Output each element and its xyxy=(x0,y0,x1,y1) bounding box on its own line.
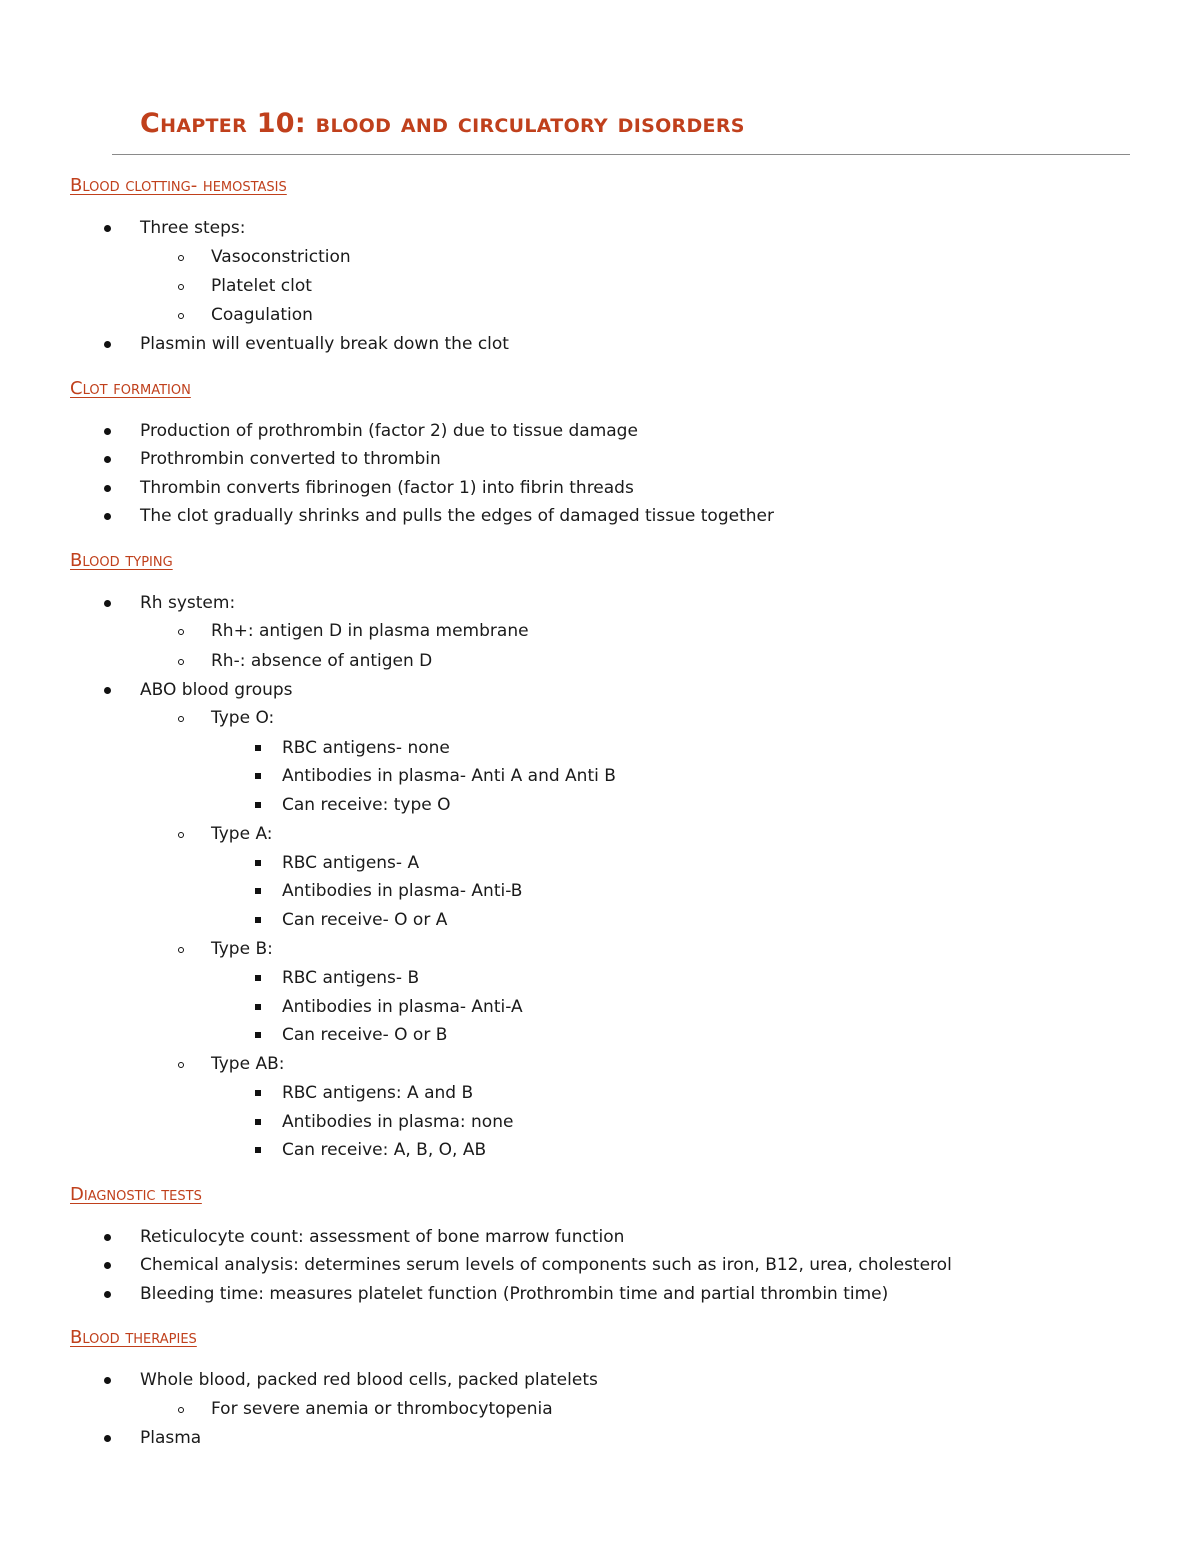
list-item-text: Chemical analysis: determines serum levels of components such as iron, B12, urea, cholesterol xyxy=(140,1255,952,1276)
list-item-text: For severe anemia or thrombocytopenia xyxy=(211,1398,553,1419)
section-heading: Diagnostic tests xyxy=(70,1183,202,1205)
bullet-list xyxy=(70,1223,1130,1309)
circle-bullet-icon xyxy=(178,947,184,953)
square-bullet-icon xyxy=(255,860,261,866)
list-item-text: Three steps: xyxy=(140,218,246,238)
bullet-icon xyxy=(104,1291,111,1298)
list-item xyxy=(70,1136,1130,1165)
list-item xyxy=(70,820,1130,935)
list-item-text: The clot gradually shrinks and pulls the edges of damaged tissue together xyxy=(140,506,774,527)
list-item xyxy=(70,502,1130,531)
list-item-text: ABO blood groups xyxy=(140,679,293,700)
nested-bullet-list xyxy=(211,734,1130,820)
list-item xyxy=(70,1021,1130,1050)
circle-bullet-icon xyxy=(178,255,184,261)
list-item-text: Bleeding time: measures platelet function (Prothrombin time and partial thrombin time) xyxy=(140,1283,889,1304)
list-item-text: Production of prothrombin (factor 2) due to tissue damage xyxy=(140,420,638,441)
square-bullet-icon xyxy=(255,975,261,981)
circle-bullet-icon xyxy=(178,629,184,635)
section xyxy=(70,170,1130,359)
square-bullet-icon xyxy=(255,1090,261,1096)
section-heading: Clot formation xyxy=(70,377,191,399)
circle-bullet-icon xyxy=(178,1407,184,1413)
nested-bullet-list xyxy=(140,1395,1130,1424)
list-item xyxy=(70,1223,1130,1252)
square-bullet-icon xyxy=(255,1119,261,1125)
section-heading: Blood therapies xyxy=(70,1327,197,1349)
list-item-text: Prothrombin converted to thrombin xyxy=(140,449,441,470)
list-item xyxy=(70,243,1130,272)
list-item-text: Type O: xyxy=(211,708,275,729)
section xyxy=(70,1179,1130,1309)
list-item-text: Antibodies in plasma- Anti-A xyxy=(282,996,523,1017)
bullet-icon xyxy=(104,513,111,520)
list-item-text: Rh system: xyxy=(140,592,236,613)
list-item xyxy=(70,1395,1130,1424)
list-item xyxy=(70,791,1130,820)
circle-bullet-icon xyxy=(178,313,184,319)
nested-bullet-list xyxy=(211,964,1130,1050)
nested-bullet-list xyxy=(140,243,1130,331)
list-item-text: Thrombin converts fibrinogen (factor 1) into fibrin threads xyxy=(140,477,634,498)
list-item-text: Coagulation xyxy=(211,305,313,326)
bullet-list xyxy=(70,589,1130,1165)
section xyxy=(70,545,1130,1165)
circle-bullet-icon xyxy=(178,284,184,290)
list-item-text: Type B: xyxy=(211,938,273,959)
list-item xyxy=(70,762,1130,791)
list-item xyxy=(70,1108,1130,1137)
list-item xyxy=(70,935,1130,1050)
list-item xyxy=(70,849,1130,878)
bullet-icon xyxy=(104,1435,111,1442)
list-item xyxy=(70,330,1130,359)
square-bullet-icon xyxy=(255,1032,261,1038)
circle-bullet-icon xyxy=(178,659,184,665)
list-item-text: Can receive: A, B, O, AB xyxy=(282,1140,487,1161)
list-item-text: Can receive- O or B xyxy=(282,1025,448,1046)
bullet-icon xyxy=(104,1234,111,1241)
bullet-icon xyxy=(104,1377,111,1384)
list-item xyxy=(70,676,1130,1165)
nested-bullet-list xyxy=(140,704,1130,1164)
square-bullet-icon xyxy=(255,745,261,751)
list-item-text: RBC antigens- B xyxy=(282,967,420,988)
list-item xyxy=(70,589,1130,676)
square-bullet-icon xyxy=(255,1004,261,1010)
square-bullet-icon xyxy=(255,802,261,808)
square-bullet-icon xyxy=(255,917,261,923)
circle-bullet-icon xyxy=(178,832,184,838)
nested-bullet-list xyxy=(211,849,1130,935)
list-item xyxy=(70,1280,1130,1309)
bullet-icon xyxy=(104,485,111,492)
list-item xyxy=(70,417,1130,446)
list-item-text: Reticulocyte count: assessment of bone marrow function xyxy=(140,1226,625,1247)
list-item-text: RBC antigens: A and B xyxy=(282,1083,474,1104)
list-item-text: Antibodies in plasma- Anti-B xyxy=(282,881,523,902)
list-item-text: Can receive: type O xyxy=(282,794,451,815)
page-title: Chapter 10: blood and circulatory disorders xyxy=(140,108,745,139)
list-item-text: Type AB: xyxy=(211,1053,285,1074)
square-bullet-icon xyxy=(255,1147,261,1153)
document-body xyxy=(70,170,1130,1467)
list-item-text: Vasoconstriction xyxy=(211,246,351,267)
bullet-icon xyxy=(104,1262,111,1269)
list-item-text: Antibodies in plasma- Anti A and Anti B xyxy=(282,766,616,787)
list-item xyxy=(70,474,1130,503)
list-item-text: Plasmin will eventually break down the clot xyxy=(140,334,509,355)
bullet-icon xyxy=(104,428,111,435)
list-item xyxy=(70,877,1130,906)
list-item xyxy=(70,964,1130,993)
bullet-icon xyxy=(104,341,111,348)
bullet-icon xyxy=(104,600,111,607)
list-item xyxy=(70,993,1130,1022)
list-item xyxy=(70,272,1130,301)
square-bullet-icon xyxy=(255,888,261,894)
bullet-list xyxy=(70,1366,1130,1452)
list-item xyxy=(70,1079,1130,1108)
bullet-list xyxy=(70,214,1130,359)
list-item-text: Antibodies in plasma: none xyxy=(282,1111,514,1132)
list-item xyxy=(70,1251,1130,1280)
circle-bullet-icon xyxy=(178,1062,184,1068)
list-item xyxy=(70,734,1130,763)
section xyxy=(70,1322,1130,1452)
section xyxy=(70,373,1130,531)
list-item xyxy=(70,704,1130,819)
bullet-icon xyxy=(104,456,111,463)
nested-bullet-list xyxy=(140,617,1130,676)
list-item xyxy=(70,647,1130,676)
nested-bullet-list xyxy=(211,1079,1130,1165)
section-heading: Blood typing xyxy=(70,549,173,571)
list-item-text: Rh+: antigen D in plasma membrane xyxy=(211,621,529,642)
list-item xyxy=(70,1366,1130,1424)
title-divider xyxy=(112,154,1130,155)
list-item xyxy=(70,214,1130,330)
list-item-text: Rh-: absence of antigen D xyxy=(211,650,433,671)
list-item-text: Platelet clot xyxy=(211,275,312,296)
list-item-text: RBC antigens- A xyxy=(282,852,420,873)
list-item xyxy=(70,906,1130,935)
list-item-text: Plasma xyxy=(140,1428,202,1449)
circle-bullet-icon xyxy=(178,716,184,722)
list-item xyxy=(70,1424,1130,1453)
list-item xyxy=(70,1050,1130,1165)
section-heading: Blood clotting- hemostasis xyxy=(70,175,287,196)
list-item-text: Type A: xyxy=(211,823,273,844)
list-item xyxy=(70,617,1130,646)
square-bullet-icon xyxy=(255,773,261,779)
bullet-icon xyxy=(104,225,111,232)
list-item-text: RBC antigens- none xyxy=(282,737,450,758)
list-item-text: Can receive- O or A xyxy=(282,910,448,931)
list-item-text: Whole blood, packed red blood cells, packed platelets xyxy=(140,1370,598,1391)
bullet-icon xyxy=(104,687,111,694)
bullet-list xyxy=(70,417,1130,531)
list-item xyxy=(70,445,1130,474)
list-item xyxy=(70,301,1130,330)
